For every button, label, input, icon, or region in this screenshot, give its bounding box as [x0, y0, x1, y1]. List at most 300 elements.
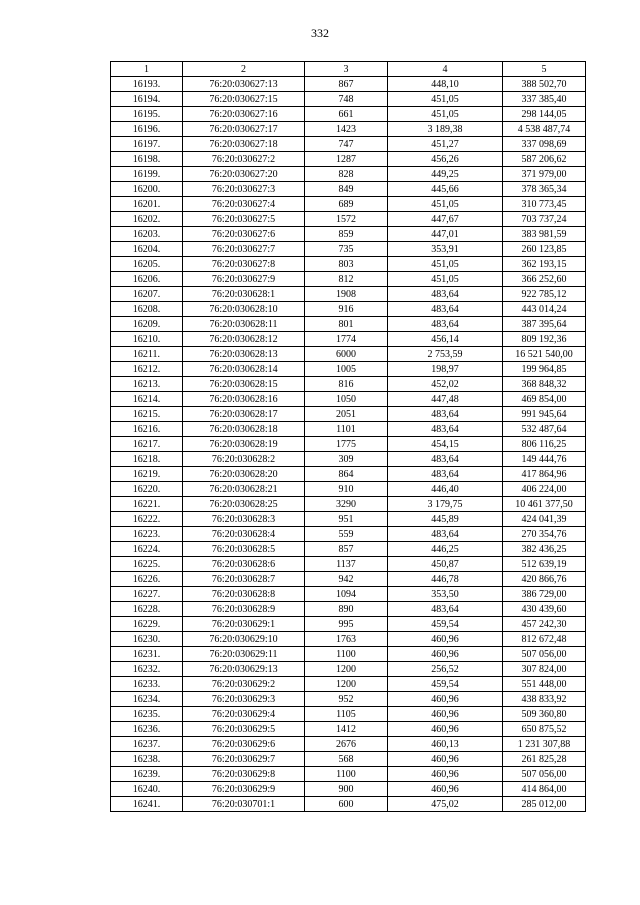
row-number-cell: 16200.	[111, 182, 183, 197]
rate-cell: 449,25	[388, 167, 503, 182]
table-header	[111, 62, 586, 77]
table-row	[111, 287, 586, 302]
cadastral-number-cell: 76:20:030629:8	[183, 767, 305, 782]
cadastral-number-cell: 76:20:030629:10	[183, 632, 305, 647]
row-number-cell: 16197.	[111, 137, 183, 152]
row-number-cell: 16212.	[111, 362, 183, 377]
area-cell: 661	[305, 107, 388, 122]
table-row	[111, 107, 586, 122]
value-cell: 378 365,34	[503, 182, 586, 197]
value-cell: 310 773,45	[503, 197, 586, 212]
table-row	[111, 122, 586, 137]
area-cell: 1200	[305, 677, 388, 692]
row-number-cell: 16220.	[111, 482, 183, 497]
table-row	[111, 752, 586, 767]
cadastral-number-cell: 76:20:030627:18	[183, 137, 305, 152]
value-cell: 507 056,00	[503, 767, 586, 782]
value-cell: 806 116,25	[503, 437, 586, 452]
table-row	[111, 257, 586, 272]
table-row	[111, 497, 586, 512]
area-cell: 1100	[305, 647, 388, 662]
cadastral-number-cell: 76:20:030628:17	[183, 407, 305, 422]
table-row	[111, 227, 586, 242]
row-number-cell: 16214.	[111, 392, 183, 407]
area-cell: 747	[305, 137, 388, 152]
row-number-cell: 16205.	[111, 257, 183, 272]
row-number-cell: 16210.	[111, 332, 183, 347]
value-cell: 337 385,40	[503, 92, 586, 107]
row-number-cell: 16240.	[111, 782, 183, 797]
table-row	[111, 317, 586, 332]
area-cell: 600	[305, 797, 388, 812]
rate-cell: 460,13	[388, 737, 503, 752]
cadastral-number-cell: 76:20:030628:11	[183, 317, 305, 332]
value-cell: 443 014,24	[503, 302, 586, 317]
area-cell: 1423	[305, 122, 388, 137]
row-number-cell: 16209.	[111, 317, 183, 332]
table-row	[111, 347, 586, 362]
cadastral-number-cell: 76:20:030628:10	[183, 302, 305, 317]
rate-cell: 3 189,38	[388, 122, 503, 137]
value-cell: 469 854,00	[503, 392, 586, 407]
area-cell: 864	[305, 467, 388, 482]
value-cell: 387 395,64	[503, 317, 586, 332]
rate-cell: 446,40	[388, 482, 503, 497]
area-cell: 1775	[305, 437, 388, 452]
value-cell: 285 012,00	[503, 797, 586, 812]
table-row	[111, 437, 586, 452]
area-cell: 3290	[305, 497, 388, 512]
row-number-cell: 16221.	[111, 497, 183, 512]
table-row	[111, 482, 586, 497]
row-number-cell: 16196.	[111, 122, 183, 137]
row-number-cell: 16236.	[111, 722, 183, 737]
rate-cell: 446,78	[388, 572, 503, 587]
table-row	[111, 362, 586, 377]
row-number-cell: 16198.	[111, 152, 183, 167]
value-cell: 812 672,48	[503, 632, 586, 647]
rate-cell: 256,52	[388, 662, 503, 677]
area-cell: 1774	[305, 332, 388, 347]
value-cell: 1 231 307,88	[503, 737, 586, 752]
area-cell: 2676	[305, 737, 388, 752]
area-cell: 859	[305, 227, 388, 242]
table-row	[111, 617, 586, 632]
value-cell: 587 206,62	[503, 152, 586, 167]
cadastral-number-cell: 76:20:030628:3	[183, 512, 305, 527]
rate-cell: 447,48	[388, 392, 503, 407]
rate-cell: 483,64	[388, 317, 503, 332]
area-cell: 1763	[305, 632, 388, 647]
value-cell: 703 737,24	[503, 212, 586, 227]
value-cell: 149 444,76	[503, 452, 586, 467]
row-number-cell: 16223.	[111, 527, 183, 542]
value-cell: 362 193,15	[503, 257, 586, 272]
header-row	[111, 62, 586, 77]
table-row	[111, 707, 586, 722]
rate-cell: 483,64	[388, 287, 503, 302]
table-row	[111, 467, 586, 482]
value-cell: 10 461 377,50	[503, 497, 586, 512]
row-number-cell: 16235.	[111, 707, 183, 722]
value-cell: 507 056,00	[503, 647, 586, 662]
cadastral-number-cell: 76:20:030627:20	[183, 167, 305, 182]
area-cell: 1137	[305, 557, 388, 572]
rate-cell: 460,96	[388, 692, 503, 707]
cadastral-number-cell: 76:20:030628:19	[183, 437, 305, 452]
value-cell: 922 785,12	[503, 287, 586, 302]
row-number-cell: 16228.	[111, 602, 183, 617]
row-number-cell: 16225.	[111, 557, 183, 572]
cadastral-number-cell: 76:20:030627:3	[183, 182, 305, 197]
area-cell: 735	[305, 242, 388, 257]
row-number-cell: 16222.	[111, 512, 183, 527]
area-cell: 803	[305, 257, 388, 272]
value-cell: 383 981,59	[503, 227, 586, 242]
area-cell: 689	[305, 197, 388, 212]
cadastral-number-cell: 76:20:030627:16	[183, 107, 305, 122]
value-cell: 307 824,00	[503, 662, 586, 677]
rate-cell: 483,64	[388, 452, 503, 467]
table-row	[111, 422, 586, 437]
area-cell: 1908	[305, 287, 388, 302]
cadastral-number-cell: 76:20:030629:1	[183, 617, 305, 632]
table-row	[111, 767, 586, 782]
cadastral-number-cell: 76:20:030629:11	[183, 647, 305, 662]
area-cell: 900	[305, 782, 388, 797]
cadastral-number-cell: 76:20:030628:20	[183, 467, 305, 482]
table-row	[111, 557, 586, 572]
rate-cell: 483,64	[388, 407, 503, 422]
area-cell: 568	[305, 752, 388, 767]
row-number-cell: 16226.	[111, 572, 183, 587]
rate-cell: 451,05	[388, 92, 503, 107]
value-cell: 366 252,60	[503, 272, 586, 287]
table-row	[111, 392, 586, 407]
table-row	[111, 782, 586, 797]
row-number-cell: 16199.	[111, 167, 183, 182]
rate-cell: 460,96	[388, 632, 503, 647]
row-number-cell: 16231.	[111, 647, 183, 662]
table-row	[111, 197, 586, 212]
rate-cell: 460,96	[388, 767, 503, 782]
rate-cell: 483,64	[388, 422, 503, 437]
rate-cell: 446,25	[388, 542, 503, 557]
cadastral-number-cell: 76:20:030628:6	[183, 557, 305, 572]
rate-cell: 451,05	[388, 257, 503, 272]
cadastral-number-cell: 76:20:030628:18	[183, 422, 305, 437]
table-row	[111, 212, 586, 227]
value-cell: 414 864,00	[503, 782, 586, 797]
rate-cell: 460,96	[388, 722, 503, 737]
cadastral-number-cell: 76:20:030627:7	[183, 242, 305, 257]
rate-cell: 460,96	[388, 707, 503, 722]
rate-cell: 460,96	[388, 647, 503, 662]
rate-cell: 3 179,75	[388, 497, 503, 512]
value-cell: 388 502,70	[503, 77, 586, 92]
area-cell: 857	[305, 542, 388, 557]
rate-cell: 2 753,59	[388, 347, 503, 362]
table-row	[111, 512, 586, 527]
rate-cell: 445,89	[388, 512, 503, 527]
cadastral-number-cell: 76:20:030627:4	[183, 197, 305, 212]
rate-cell: 456,14	[388, 332, 503, 347]
value-cell: 430 439,60	[503, 602, 586, 617]
table-row	[111, 692, 586, 707]
table-row	[111, 272, 586, 287]
value-cell: 199 964,85	[503, 362, 586, 377]
table-row	[111, 152, 586, 167]
area-cell: 816	[305, 377, 388, 392]
area-cell: 1105	[305, 707, 388, 722]
value-cell: 337 098,69	[503, 137, 586, 152]
value-cell: 386 729,00	[503, 587, 586, 602]
cadastral-number-cell: 76:20:030627:13	[183, 77, 305, 92]
area-cell: 6000	[305, 347, 388, 362]
table-row	[111, 182, 586, 197]
value-cell: 809 192,36	[503, 332, 586, 347]
value-cell: 270 354,76	[503, 527, 586, 542]
area-cell: 801	[305, 317, 388, 332]
table-row	[111, 527, 586, 542]
cadastral-number-cell: 76:20:030627:9	[183, 272, 305, 287]
cadastral-number-cell: 76:20:030629:3	[183, 692, 305, 707]
rate-cell: 483,64	[388, 302, 503, 317]
cadastral-number-cell: 76:20:030628:2	[183, 452, 305, 467]
row-number-cell: 16241.	[111, 797, 183, 812]
rate-cell: 451,27	[388, 137, 503, 152]
table-row	[111, 137, 586, 152]
table-row	[111, 572, 586, 587]
value-cell: 260 123,85	[503, 242, 586, 257]
cadastral-number-cell: 76:20:030628:25	[183, 497, 305, 512]
row-number-cell: 16227.	[111, 587, 183, 602]
column-header-4: 4	[388, 62, 503, 77]
area-cell: 1050	[305, 392, 388, 407]
cadastral-number-cell: 76:20:030628:15	[183, 377, 305, 392]
cadastral-number-cell: 76:20:030629:7	[183, 752, 305, 767]
value-cell: 438 833,92	[503, 692, 586, 707]
data-table	[110, 61, 586, 812]
row-number-cell: 16201.	[111, 197, 183, 212]
cadastral-number-cell: 76:20:030627:17	[183, 122, 305, 137]
column-header-3: 3	[305, 62, 388, 77]
cadastral-number-cell: 76:20:030629:6	[183, 737, 305, 752]
cadastral-number-cell: 76:20:030628:16	[183, 392, 305, 407]
table-row	[111, 737, 586, 752]
area-cell: 995	[305, 617, 388, 632]
value-cell: 4 538 487,74	[503, 122, 586, 137]
area-cell: 849	[305, 182, 388, 197]
value-cell: 420 866,76	[503, 572, 586, 587]
row-number-cell: 16215.	[111, 407, 183, 422]
cadastral-number-cell: 76:20:030628:4	[183, 527, 305, 542]
area-cell: 828	[305, 167, 388, 182]
cadastral-number-cell: 76:20:030627:15	[183, 92, 305, 107]
rate-cell: 451,05	[388, 272, 503, 287]
cadastral-number-cell: 76:20:030628:1	[183, 287, 305, 302]
value-cell: 382 436,25	[503, 542, 586, 557]
rate-cell: 452,02	[388, 377, 503, 392]
column-header-5: 5	[503, 62, 586, 77]
cadastral-number-cell: 76:20:030629:5	[183, 722, 305, 737]
area-cell: 1412	[305, 722, 388, 737]
row-number-cell: 16237.	[111, 737, 183, 752]
table-row	[111, 407, 586, 422]
row-number-cell: 16203.	[111, 227, 183, 242]
row-number-cell: 16193.	[111, 77, 183, 92]
area-cell: 890	[305, 602, 388, 617]
rate-cell: 460,96	[388, 782, 503, 797]
cadastral-number-cell: 76:20:030628:9	[183, 602, 305, 617]
table-row	[111, 542, 586, 557]
rate-cell: 483,64	[388, 602, 503, 617]
area-cell: 1094	[305, 587, 388, 602]
value-cell: 991 945,64	[503, 407, 586, 422]
rate-cell: 447,01	[388, 227, 503, 242]
cadastral-number-cell: 76:20:030628:5	[183, 542, 305, 557]
value-cell: 368 848,32	[503, 377, 586, 392]
row-number-cell: 16233.	[111, 677, 183, 692]
value-cell: 298 144,05	[503, 107, 586, 122]
cadastral-number-cell: 76:20:030627:8	[183, 257, 305, 272]
rate-cell: 456,26	[388, 152, 503, 167]
table-row	[111, 302, 586, 317]
row-number-cell: 16230.	[111, 632, 183, 647]
area-cell: 942	[305, 572, 388, 587]
table-row	[111, 632, 586, 647]
rate-cell: 353,50	[388, 587, 503, 602]
cadastral-number-cell: 76:20:030627:5	[183, 212, 305, 227]
cadastral-number-cell: 76:20:030628:7	[183, 572, 305, 587]
rate-cell: 483,64	[388, 467, 503, 482]
column-header-2: 2	[183, 62, 305, 77]
rate-cell: 451,05	[388, 107, 503, 122]
row-number-cell: 16219.	[111, 467, 183, 482]
table-row	[111, 677, 586, 692]
rate-cell: 450,87	[388, 557, 503, 572]
table-body	[111, 77, 586, 812]
value-cell: 16 521 540,00	[503, 347, 586, 362]
cadastral-number-cell: 76:20:030629:9	[183, 782, 305, 797]
value-cell: 261 825,28	[503, 752, 586, 767]
cadastral-number-cell: 76:20:030627:6	[183, 227, 305, 242]
rate-cell: 459,54	[388, 677, 503, 692]
area-cell: 1200	[305, 662, 388, 677]
cadastral-number-cell: 76:20:030629:4	[183, 707, 305, 722]
area-cell: 910	[305, 482, 388, 497]
cadastral-number-cell: 76:20:030628:12	[183, 332, 305, 347]
row-number-cell: 16204.	[111, 242, 183, 257]
row-number-cell: 16207.	[111, 287, 183, 302]
row-number-cell: 16238.	[111, 752, 183, 767]
row-number-cell: 16208.	[111, 302, 183, 317]
value-cell: 551 448,00	[503, 677, 586, 692]
area-cell: 1100	[305, 767, 388, 782]
row-number-cell: 16239.	[111, 767, 183, 782]
rate-cell: 451,05	[388, 197, 503, 212]
rate-cell: 353,91	[388, 242, 503, 257]
area-cell: 951	[305, 512, 388, 527]
row-number-cell: 16224.	[111, 542, 183, 557]
table-row	[111, 452, 586, 467]
area-cell: 952	[305, 692, 388, 707]
row-number-cell: 16229.	[111, 617, 183, 632]
row-number-cell: 16211.	[111, 347, 183, 362]
table-row	[111, 242, 586, 257]
rate-cell: 448,10	[388, 77, 503, 92]
cadastral-number-cell: 76:20:030628:8	[183, 587, 305, 602]
area-cell: 812	[305, 272, 388, 287]
rate-cell: 445,66	[388, 182, 503, 197]
area-cell: 867	[305, 77, 388, 92]
cadastral-number-cell: 76:20:030629:13	[183, 662, 305, 677]
rate-cell: 483,64	[388, 527, 503, 542]
table-row	[111, 602, 586, 617]
row-number-cell: 16195.	[111, 107, 183, 122]
value-cell: 512 639,19	[503, 557, 586, 572]
table-row	[111, 332, 586, 347]
table-row	[111, 647, 586, 662]
row-number-cell: 16232.	[111, 662, 183, 677]
table-row	[111, 587, 586, 602]
value-cell: 406 224,00	[503, 482, 586, 497]
area-cell: 2051	[305, 407, 388, 422]
rate-cell: 459,54	[388, 617, 503, 632]
value-cell: 532 487,64	[503, 422, 586, 437]
cadastral-number-cell: 76:20:030628:13	[183, 347, 305, 362]
area-cell: 1005	[305, 362, 388, 377]
rate-cell: 454,15	[388, 437, 503, 452]
rate-cell: 198,97	[388, 362, 503, 377]
cadastral-number-cell: 76:20:030628:21	[183, 482, 305, 497]
row-number-cell: 16218.	[111, 452, 183, 467]
row-number-cell: 16194.	[111, 92, 183, 107]
column-header-1: 1	[111, 62, 183, 77]
table-row	[111, 662, 586, 677]
row-number-cell: 16234.	[111, 692, 183, 707]
area-cell: 916	[305, 302, 388, 317]
area-cell: 309	[305, 452, 388, 467]
value-cell: 650 875,52	[503, 722, 586, 737]
row-number-cell: 16202.	[111, 212, 183, 227]
table-row	[111, 377, 586, 392]
table-row	[111, 77, 586, 92]
area-cell: 1101	[305, 422, 388, 437]
cadastral-number-cell: 76:20:030701:1	[183, 797, 305, 812]
area-cell: 1572	[305, 212, 388, 227]
rate-cell: 460,96	[388, 752, 503, 767]
value-cell: 417 864,96	[503, 467, 586, 482]
cadastral-number-cell: 76:20:030629:2	[183, 677, 305, 692]
table-row	[111, 92, 586, 107]
area-cell: 748	[305, 92, 388, 107]
value-cell: 371 979,00	[503, 167, 586, 182]
rate-cell: 447,67	[388, 212, 503, 227]
row-number-cell: 16217.	[111, 437, 183, 452]
rate-cell: 475,02	[388, 797, 503, 812]
area-cell: 1287	[305, 152, 388, 167]
table-row	[111, 722, 586, 737]
value-cell: 509 360,80	[503, 707, 586, 722]
row-number-cell: 16206.	[111, 272, 183, 287]
area-cell: 559	[305, 527, 388, 542]
page-number: 332	[311, 26, 329, 40]
row-number-cell: 16213.	[111, 377, 183, 392]
cadastral-number-cell: 76:20:030627:2	[183, 152, 305, 167]
cadastral-number-cell: 76:20:030628:14	[183, 362, 305, 377]
value-cell: 457 242,30	[503, 617, 586, 632]
